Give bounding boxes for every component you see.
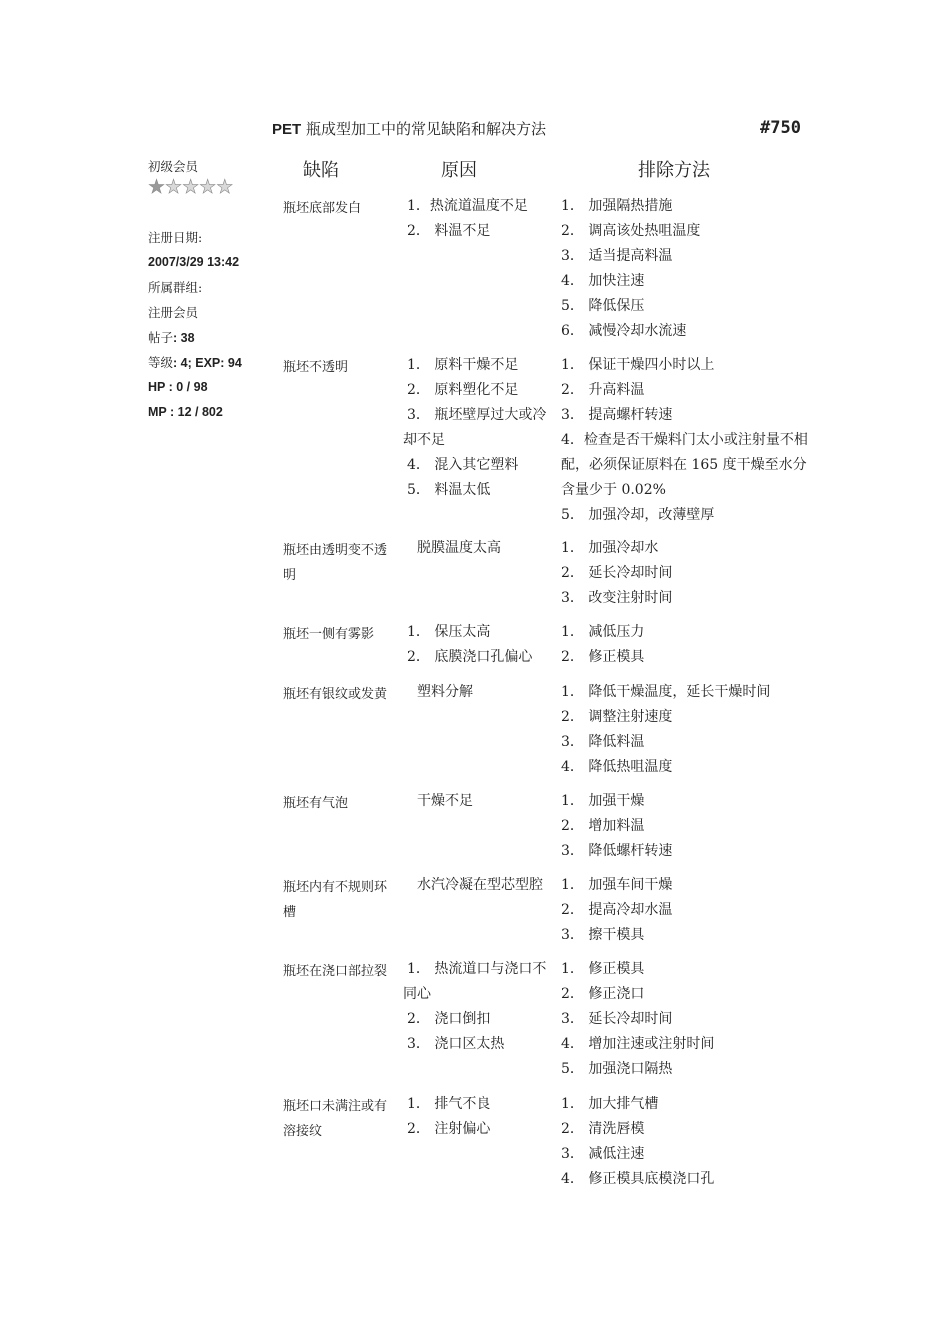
user-info-panel (148, 157, 273, 425)
fix-cell (561, 957, 811, 1082)
fix-item: 2． 增加料温 (561, 818, 645, 834)
level-label: 等级 (148, 355, 174, 370)
fix-item: 2． 修正模具 (561, 649, 645, 665)
fix-item: 5． 降低保压 (561, 298, 645, 314)
cause-item: 2． 料温不足 (407, 223, 491, 239)
posts-count: : 38 (173, 331, 195, 345)
star-icon: ★ (216, 176, 234, 198)
defect-cell: 瓶坯内有不规则环槽 (283, 880, 388, 920)
level-line (148, 350, 273, 375)
fix-item: 3． 改变注射时间 (561, 590, 673, 606)
fix-item: 5． 加强浇口隔热 (561, 1061, 673, 1077)
title-row (0, 116, 950, 142)
cause-cell (403, 194, 555, 244)
cause-item: 脱膜温度太高 (417, 540, 501, 556)
cause-item: 2． 原料塑化不足 (407, 382, 519, 398)
fix-item: 3． 降低料温 (561, 734, 645, 750)
cause-item: 1． 排气不良 (407, 1096, 491, 1112)
posts-line (148, 325, 273, 350)
defect-cell: 瓶坯有气泡 (283, 796, 349, 811)
cause-item: 2． 底膜浇口孔偏心 (407, 649, 533, 665)
fix-cell (561, 873, 811, 948)
fix-cell (561, 536, 811, 611)
fix-item: 1． 加强车间干燥 (561, 877, 673, 893)
defect-cell: 瓶坯在浇口部拉裂 (283, 964, 388, 979)
header-cause: 原因 (441, 160, 477, 181)
fix-item: 2． 延长冷却时间 (561, 565, 673, 581)
cause-item: 2． 浇口倒扣 (407, 1011, 491, 1027)
fix-item: 1． 减低压力 (561, 624, 645, 640)
star-icon: ★ (148, 176, 166, 198)
post-number[interactable]: #750 (760, 118, 801, 138)
cause-item: 2． 注射偏心 (407, 1121, 491, 1137)
rank-stars (148, 177, 273, 197)
cause-cell (403, 536, 555, 561)
star-icon: ★ (165, 176, 183, 198)
fix-item: 3． 减低注速 (561, 1146, 645, 1162)
defect-cell: 瓶坯口未满注或有溶接纹 (283, 1099, 388, 1139)
fix-item: 4． 降低热咀温度 (561, 759, 673, 775)
fix-item: 1． 加强干燥 (561, 793, 645, 809)
fix-cell (561, 194, 811, 344)
fix-item: 4． 增加注速或注射时间 (561, 1036, 715, 1052)
group-label: 所属群组: (148, 280, 203, 295)
title-text: 瓶成型加工中的常见缺陷和解决方法 (301, 120, 546, 138)
cause-item: 3． 浇口区太热 (407, 1036, 505, 1052)
fix-item: 1． 降低干燥温度，延长干燥时间 (561, 684, 771, 700)
reg-date: 2007/3/29 13:42 (148, 255, 240, 269)
defect-cell: 瓶坯不透明 (283, 360, 349, 375)
cause-item: 干燥不足 (417, 793, 473, 809)
header-fix: 排除方法 (638, 160, 710, 181)
cause-item: 塑料分解 (417, 684, 473, 700)
fix-cell (561, 353, 811, 528)
fix-item: 1． 加强隔热措施 (561, 198, 673, 214)
fix-item: 2． 修正浇口 (561, 986, 645, 1002)
mp-value: MP : 12 / 802 (148, 405, 223, 419)
hp-value: HP : 0 / 98 (148, 380, 208, 394)
cause-item: 3． 瓶坯壁厚过大或冷却不足 (403, 407, 547, 448)
fix-cell (561, 1092, 811, 1192)
fix-item: 6． 减慢冷却水流速 (561, 323, 687, 339)
cause-cell (403, 1092, 555, 1142)
defect-cell: 瓶坯有银纹或发黄 (283, 687, 388, 702)
header-defect: 缺陷 (303, 160, 339, 181)
posts-label: 帖子 (148, 330, 174, 345)
user-rank: 初级会员 (148, 159, 199, 174)
fix-item: 3． 擦干模具 (561, 927, 645, 943)
fix-item: 3． 降低螺杆转速 (561, 843, 673, 859)
fix-item: 3． 提高螺杆转速 (561, 407, 673, 423)
star-icon: ★ (199, 176, 217, 198)
fix-item: 2． 清洗唇模 (561, 1121, 645, 1137)
fix-item: 3． 延长冷却时间 (561, 1011, 673, 1027)
group-value[interactable]: 注册会员 (148, 305, 199, 320)
fix-item: 4． 修正模具底模浇口孔 (561, 1171, 715, 1187)
fix-item: 2． 提高冷却水温 (561, 902, 673, 918)
star-icon: ★ (182, 176, 200, 198)
fix-item: 4． 加快注速 (561, 273, 645, 289)
fix-cell (561, 620, 811, 670)
fix-cell (561, 789, 811, 864)
cause-item: 1． 保压太高 (407, 624, 491, 640)
cause-item: 1．热流道温度不足 (407, 198, 528, 214)
fix-cell (561, 680, 811, 780)
defect-cell: 瓶坯由透明变不透明 (283, 543, 388, 583)
title-prefix: PET (272, 121, 302, 138)
cause-cell (403, 353, 555, 503)
cause-item: 1． 热流道口与浇口不同心 (403, 961, 547, 1002)
fix-item: 1． 修正模具 (561, 961, 645, 977)
fix-item: 4．检查是否干燥料门太小或注射量不相配，必须保证原料在 165 度干燥至水分含量少于 0.02% (561, 432, 808, 498)
cause-cell (403, 873, 555, 898)
reg-date-label: 注册日期: (148, 230, 203, 245)
cause-cell (403, 680, 555, 705)
fix-item: 2． 升高料温 (561, 382, 645, 398)
fix-item: 1． 加大排气槽 (561, 1096, 659, 1112)
fix-item: 1． 加强冷却水 (561, 540, 659, 556)
page-title (272, 118, 546, 139)
fix-item: 5． 加强冷却，改薄壁厚 (561, 507, 715, 523)
fix-item: 1． 保证干燥四小时以上 (561, 357, 715, 373)
cause-item: 1． 原料干燥不足 (407, 357, 519, 373)
defect-cell: 瓶坯一侧有雾影 (283, 627, 375, 642)
cause-cell (403, 789, 555, 814)
cause-item: 5． 料温太低 (407, 482, 491, 498)
fix-item: 2． 调整注射速度 (561, 709, 673, 725)
level-value: : 4; EXP: 94 (173, 356, 242, 370)
defect-cell: 瓶坯底部发白 (283, 201, 362, 216)
cause-cell (403, 957, 555, 1057)
cause-cell (403, 620, 555, 670)
fix-item: 2． 调高该处热咀温度 (561, 223, 701, 239)
fix-item: 3． 适当提高料温 (561, 248, 673, 264)
cause-item: 4． 混入其它塑料 (407, 457, 519, 473)
cause-item: 水汽冷凝在型芯型腔 (417, 877, 543, 893)
